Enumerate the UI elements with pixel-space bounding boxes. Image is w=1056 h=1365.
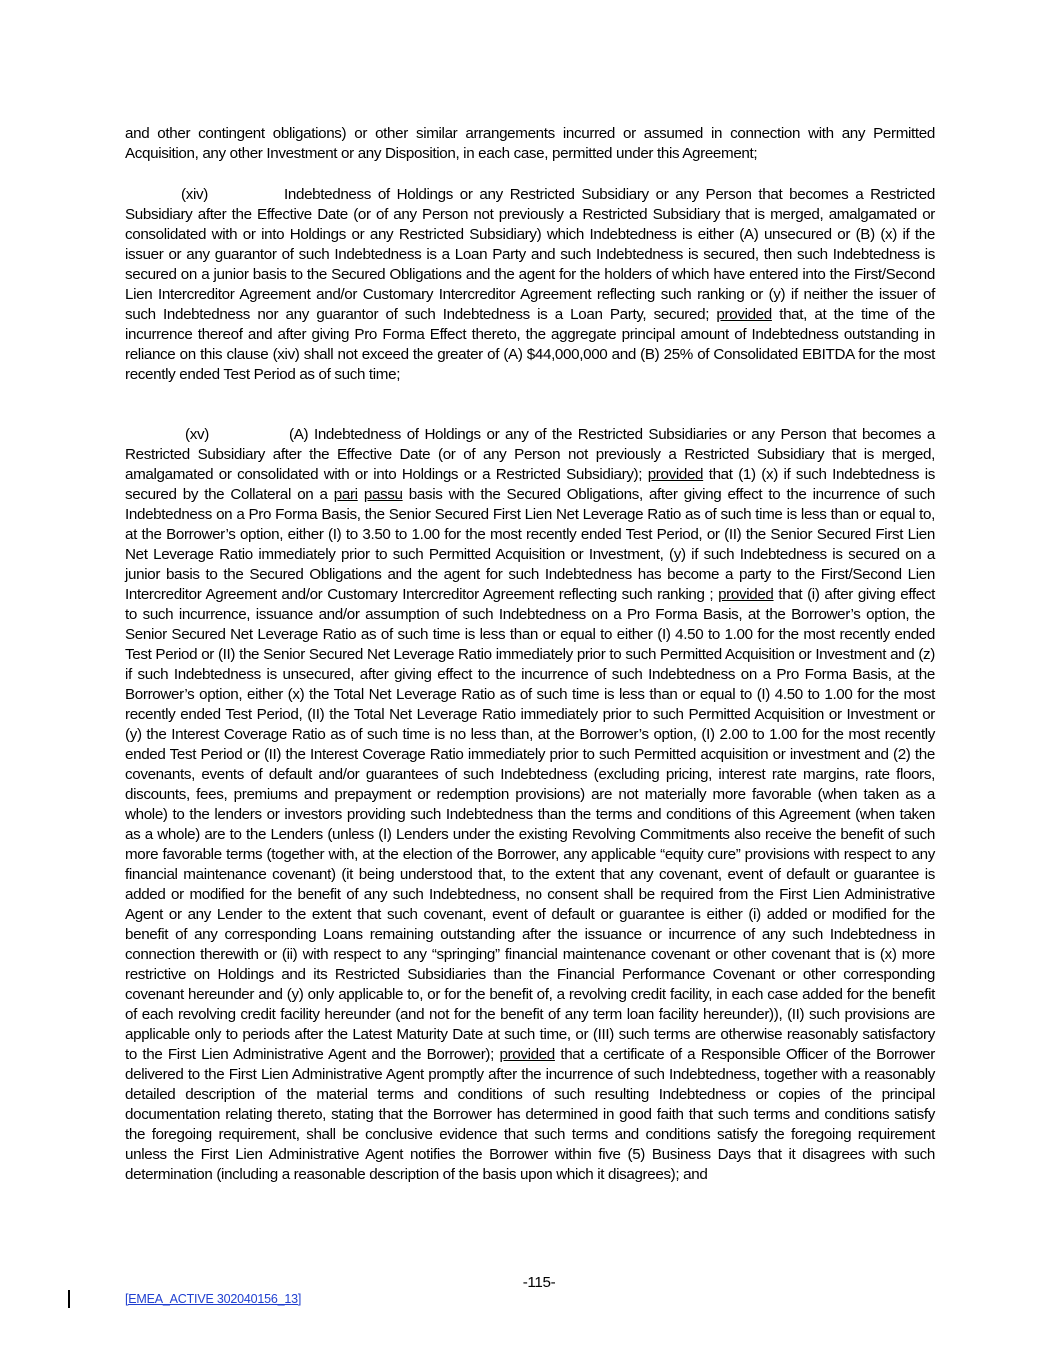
page-number: -115-	[522, 1274, 556, 1291]
paragraph-xiv	[125, 185, 935, 385]
paragraph-text: basis with the Secured Obligations, after giving effect to the incurrence of such Indebtedness on a Pro Forma Basis, the Senior Secured First Lien Net Leverage Ratio as of such time is less than or equal to, at the Borrower’s option, either (I) to 3.50 to 1.00 for the most recently ended Test Period, or (II) the Senior Secured First Lien Net Leverage Ratio immediately prior to such Permitted Acquisition or Investment, (y) if such Indebtedness is secured on a junior basis to the Secured Obligations and the agent for such Indebtedness has become a party to the First/Second Lien Intercreditor Agreement and/or Customary Intercreditor Agreement reflecting such ranking ;	[125, 486, 935, 603]
paragraph-text: (A) Indebtedness of Holdings or any of the Restricted Subsidiaries or any Person that becomes a Restricted Subsidiary after the Effective Date (or of any Person not previously a Restricted Subsidiary that is merged, amalgamated or consolidated with or into Holdings or a Restricted Subsidiary);	[125, 426, 935, 483]
change-bar	[68, 1290, 70, 1308]
paragraph-text: that, at the time of the incurrence thereof and after giving Pro Forma Effect thereto, the aggregate principal amount of Indebtedness outstanding in reliance on this clause (xiv) shall not exceed the greater of (A) $44,000,000 and (B) 25% of Consolidated EBITDA for the most recently ended Test Period as of such time;	[125, 306, 935, 383]
provided-term: provided	[647, 466, 704, 483]
clause-marker: (xv)	[185, 426, 209, 443]
paragraph-text: and other contingent obligations) or other similar arrangements incurred or assumed in connection with any Permitted Acquisition, any other Investment or any Disposition, in each case, permitted under this Agreement;	[125, 125, 935, 162]
provided-term: provided	[716, 306, 772, 323]
provided-term: provided	[718, 586, 774, 603]
paragraph-text: that a certificate of a Responsible Officer of the Borrower delivered to the First Lien Administrative Agent promptly after the incurrence of such Indebtedness, together with a reasonably detailed description of the material terms and conditions of such resulting Indebtedness or copies of the principal documentation relating thereto, stating that the Borrower has determined in good faith that such terms and conditions satisfy the foregoing requirement, shall be conclusive evidence that such terms and conditions satisfy the foregoing requirement unless the First Lien Administrative Agent notifies the Borrower within five (5) Business Days that it disagrees with such determination (including a reasonable description of the basis upon which it disagrees); and	[125, 1046, 935, 1183]
paragraph-xv	[125, 425, 935, 1185]
passu-term: passu	[363, 486, 403, 503]
paragraph-text: that (1) (x) if such Indebtedness is secured by the Collateral on a	[125, 466, 935, 503]
paragraph-continuation	[125, 124, 935, 164]
paragraph-text: Indebtedness of Holdings or any Restricted Subsidiary or any Person that becomes a Restricted Subsidiary after the Effective Date (or of any Person not previously a Restricted Subsidiary that is merged, amalgamated or consolidated with or into Holdings or any Restricted Subsidiary) which Indebtedness is either (A) unsecured or (B) (x) if the issuer or any guarantor of such Indebtedness is a Loan Party and such Indebtedness is secured, then such Indebtedness is secured on a junior basis to the Secured Obligations and the agent for the holders of which have entered into the First/Second Lien Intercreditor Agreement and/or Customary Intercreditor Agreement reflecting such ranking or (y) if neither the issuer of such Indebtedness nor any guarantor of such Indebtedness is a Loan Party, secured;	[125, 186, 935, 323]
provided-term: provided	[499, 1046, 555, 1063]
document-id-link[interactable]: [EMEA_ACTIVE 302040156_13]	[125, 1292, 302, 1306]
paragraph-text: that (i) after giving effect to such incurrence, issuance and/or assumption of such Indebtedness on a Pro Forma Basis, at the Borrower’s option, the Senior Secured Net Leverage Ratio as of such time is less than or equal to either (I) 4.50 to 1.00 for the most recently ended Test Period or (II) the Senior Secured Net Leverage Ratio immediately prior to such Permitted Acquisition or Investment and (z) if such Indebtedness is unsecured, after giving effect to the incurrence of such Indebtedness on a Pro Forma Basis, at the Borrower’s option, either (x) the Total Net Leverage Ratio as of such time is less than or equal to (I) 4.50 to 1.00 for the most recently ended Test Period, (II) the Total Net Leverage Ratio immediately prior to such Permitted Acquisition or Investment or (y) the Interest Coverage Ratio as of such time is no less than, at the Borrower’s option, (I) 2.00 to 1.00 for the most recently ended Test Period or (II) the Interest Coverage Ratio immediately prior to such Permitted acquisition or investment and (2) the covenants, events of default and/or guarantees of such Indebtedness (excluding pricing, interest rate margins, rate floors, discounts, fees, premiums and prepayment or redemption provisions) are not materially more favorable (when taken as a whole) to the lenders or investors providing such Indebtedness than the terms and conditions of this Agreement (when taken as a whole) are to the Lenders (unless (I) Lenders under the existing Revolving Commitments also receive the benefit of such more favorable terms (together with, at the election of the Borrower, any applicable “equity cure” provisions with respect to any financial maintenance covenant) (it being understood that, to the extent that any covenant, event of default or guarantee is added or modified for the benefit of any such Indebtedness, no consent shall be required from the First Lien Administrative Agent or any Lender to the extent that such covenant, event of default or guarantee is either (i) added or modified for the benefit of any corresponding Loans remaining outstanding after the issuance or incurrence of any such Indebtedness in connection therewith or (ii) with respect to any “springing” financial maintenance covenant or other covenant that is (x) more restrictive on Holdings and its Restricted Subsidiaries than the Financial Performance Covenant or other corresponding covenant hereunder and (y) only applicable to, or for the benefit of, a revolving credit facility, in each case added for the benefit of each revolving credit facility hereunder (and not for the benefit of any term loan facility hereunder)), (II) such provisions are applicable only to periods after the Latest Maturity Date at such time, or (III) such terms are otherwise reasonably satisfactory to the First Lien Administrative Agent and the Borrower);	[125, 586, 935, 1063]
pari-term: pari	[333, 486, 358, 503]
clause-marker: (xiv)	[181, 186, 208, 203]
